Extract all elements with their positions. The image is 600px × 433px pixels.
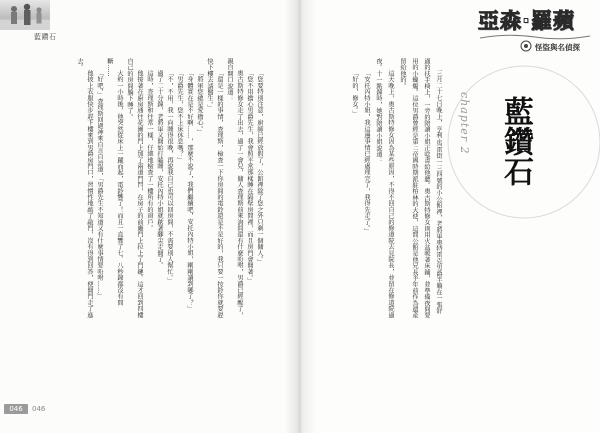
paragraph: 「男爵先生，您不上床休息嗎？」	[176, 70, 183, 164]
book-fold-shadow	[284, 0, 316, 433]
paragraph: 過了二十分鐘，老將軍又開始打瞌睡，安托內特小姐就踮著腳尖走開了。	[156, 70, 163, 269]
paragraph: 奧古斯特修女走了出去，過了一會兒，傭人查理斯前來詢問還有什麼吩咐，男爵已經醒了，親自開口說道：	[226, 58, 243, 319]
paragraph: 這天晚上，奧古斯特修女因為某些原因，不得不回自己的修道院去見院長，並留在修道院過夜。十一點鐘時，她對陪讀小姐說道：	[375, 58, 394, 319]
paragraph: 「安托內特小姐，我這邊事情已經處理完了，我得先走了。」	[363, 70, 370, 235]
paragraph: 「好的，修女。」	[351, 70, 358, 117]
paragraph: 三月二十七日晚上，亨利·馬雷街一三四號的小公館裡，老將軍奧特雷克男爵半躺在一張舒適的扶手椅上，一旁的陪讀小姐正唸書給他聽。奧古斯特修女則用火盆暖著床鋪，並準備夜間要用的小蠟燭。這位男爵曾經是第二帝國時期派駐柏林的大使，這間公館是他兄長半年前作為遺產留給他的。	[399, 58, 442, 319]
right-page-text	[338, 58, 444, 320]
paragraph: 這時，查理斯和往常一樣，仔細地檢查了一樓所有的窗戶。	[146, 70, 153, 232]
figures-illustration-icon	[0, 0, 50, 30]
page-number-tab: 046	[4, 404, 28, 414]
running-head: 藍鑽石	[34, 33, 57, 41]
paragraph: 「您不用擔心男爵先生，我會照平常那樣睡在隔壁房間裡，而且房門會開著。」	[246, 70, 253, 285]
page-number: 046	[32, 405, 46, 413]
paragraph: 「身體實在是不好啊……，那麼不說了，我們繼續吧，安托內特小姐，剛剛讀到哪了？」	[186, 70, 193, 313]
paragraph: 「您要特別注意，廚師已經放假了，公館裡除了您之外只剩一個傭人。」	[256, 70, 263, 266]
chapter-label: chapter 2	[458, 92, 471, 155]
paragraph: 「不，不用，我一向睡得很晚，再說我自己也可以回房間，不需要別人幫忙。」	[166, 70, 173, 285]
header-ribbon	[478, 32, 592, 42]
series-subtitle: 怪盜與名偵探	[535, 43, 580, 52]
emblem-icon	[520, 40, 532, 52]
paragraph: 他披上衣服快步趕下樓來到男爵房門口，習慣性地敲了敲門，沒有得到回答，便開門走了進去。	[76, 58, 93, 319]
series-title: 亞森·羅蘋	[478, 9, 575, 33]
paragraph: 他接著在廚房通往花園的門上加了兩道門閂，在房子的前廳門上拉上了門鏈。這才回到四樓自己的房間躺下睡了。	[126, 58, 143, 319]
chapter-title: 藍鑽石	[498, 96, 533, 186]
paragraph: 「將軍您總是愛擔心。」	[196, 70, 203, 136]
paragraph: 大約一小時後，他突然從床上一躍而起，電鈴響了！而且一直響了七、八秒鐘都沒有間斷……	[106, 58, 123, 306]
left-page-text	[68, 58, 264, 320]
paragraph: 「好吧，」查理斯回過神來自言自語道，「男爵先生不知道又有什麼事情要吩咐……」	[96, 70, 103, 300]
paragraph: 「還是一樣的事情，查理斯，檢查一下你房間的電鈴還是不是好的，我只要一按鈴你就要趕快下樓去請醫生。」	[206, 58, 223, 319]
